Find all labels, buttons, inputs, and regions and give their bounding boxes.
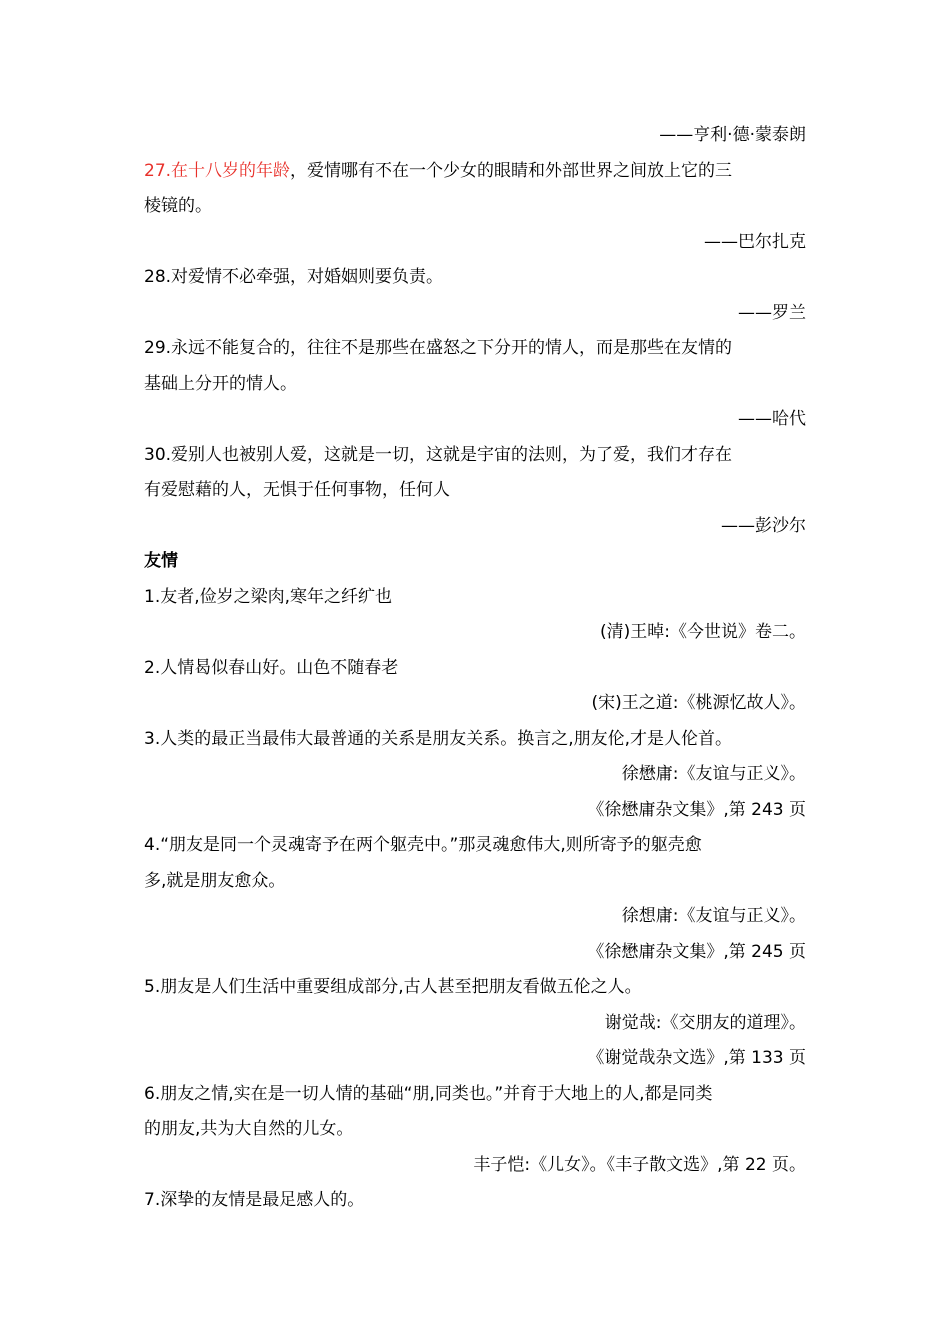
line-text: 5.朋友是人们生活中重要组成部分,古人甚至把朋友看做五伦之人。: [144, 977, 642, 997]
quote-line: [144, 722, 806, 758]
quote-line: [144, 260, 806, 296]
quote-line: [144, 970, 806, 1006]
line-text: 多,就是朋友愈众。: [144, 870, 286, 891]
quote-line: [144, 864, 806, 900]
line-text: 28.对爱情不必牵强，对婚姻则要负责。: [144, 267, 444, 287]
line-text: 《徐懋庸杂文集》,第 243 页: [587, 799, 806, 820]
attribution-line: [144, 757, 806, 793]
line-text: ——巴尔扎克: [704, 231, 806, 252]
quote-line: [144, 367, 806, 403]
section-heading: [144, 544, 806, 580]
attribution-line: [144, 793, 806, 829]
attribution-line: [144, 1006, 806, 1042]
attribution-line: [144, 402, 806, 438]
line-text: 《徐懋庸杂文集》,第 245 页: [587, 941, 806, 962]
attribution-line: [144, 118, 806, 154]
line-text: (清)王晫:《今世说》卷二。: [600, 622, 806, 642]
line-text: 《谢觉哉杂文选》,第 133 页: [587, 1048, 806, 1068]
line-text: ——罗兰: [738, 302, 806, 323]
quote-line: [144, 438, 806, 474]
attribution-line: [144, 296, 806, 332]
line-text: ——哈代: [738, 409, 806, 429]
line-text: 徐懋庸:《友谊与正义》。: [621, 764, 806, 784]
quote-line: [144, 651, 806, 687]
line-text: 6.朋友之情,实在是一切人情的基础“朋,同类也。”并育于大地上的人,都是同类: [144, 1083, 713, 1104]
quote-line: [144, 189, 806, 225]
line-text: 谢觉哉:《交朋友的道理》。: [604, 1012, 806, 1033]
quote-line: [144, 828, 806, 864]
line-text: 1.友者,俭岁之梁肉,寒年之纤纩也: [144, 586, 393, 607]
line-text: ，爱情哪有不在一个少女的眼睛和外部世界之间放上它的三: [290, 160, 733, 181]
attribution-line: [144, 935, 806, 971]
attribution-line: [144, 615, 806, 651]
line-text: ——彭沙尔: [721, 515, 806, 536]
line-text: 30.爱别人也被别人爱，这就是一切，这就是宇宙的法则，为了爱，我们才存在: [144, 444, 733, 465]
line-text: 徐想庸:《友谊与正义》。: [621, 906, 806, 926]
line-text: 有爱慰藉的人，无惧于任何事物，任何人: [144, 480, 450, 500]
line-text: 基础上分开的情人。: [144, 373, 297, 394]
attribution-line: [144, 225, 806, 261]
line-text: 友情: [144, 551, 178, 571]
line-text: 棱镜的。: [144, 196, 212, 216]
quote-line: [144, 1077, 806, 1113]
attribution-line: [144, 686, 806, 722]
line-text: (宋)王之道:《桃源忆故人》。: [591, 693, 806, 713]
quote-line: [144, 580, 806, 616]
quote-line: [144, 1183, 806, 1219]
line-text: 7.深挚的友情是最足感人的。: [144, 1190, 365, 1210]
highlighted-text: 27.在十八岁的年龄: [144, 160, 291, 181]
quote-line: [144, 331, 806, 367]
line-text: ——亨利·德·蒙泰朗: [659, 125, 806, 145]
line-text: 丰子恺:《儿女》。《丰子散文选》,第 22 页。: [473, 1154, 806, 1175]
quote-line: [144, 154, 806, 190]
attribution-line: [144, 509, 806, 545]
line-text: 3.人类的最正当最伟大最普通的关系是朋友关系。换言之,朋友伦,才是人伦首。: [144, 728, 733, 749]
attribution-line: [144, 1148, 806, 1184]
attribution-line: [144, 1041, 806, 1077]
document-body: [144, 118, 806, 1219]
attribution-line: [144, 899, 806, 935]
line-text: 29.永远不能复合的，往往不是那些在盛怒之下分开的情人，而是那些在友情的: [144, 338, 733, 358]
line-text: 2.人情曷似春山好。山色不随春老: [144, 657, 399, 678]
line-text: 4.“朋友是同一个灵魂寄予在两个躯壳中。”那灵魂愈伟大,则所寄予的躯壳愈: [144, 835, 702, 855]
quote-line: [144, 1112, 806, 1148]
quote-line: [144, 473, 806, 509]
line-text: 的朋友,共为大自然的儿女。: [144, 1119, 354, 1139]
